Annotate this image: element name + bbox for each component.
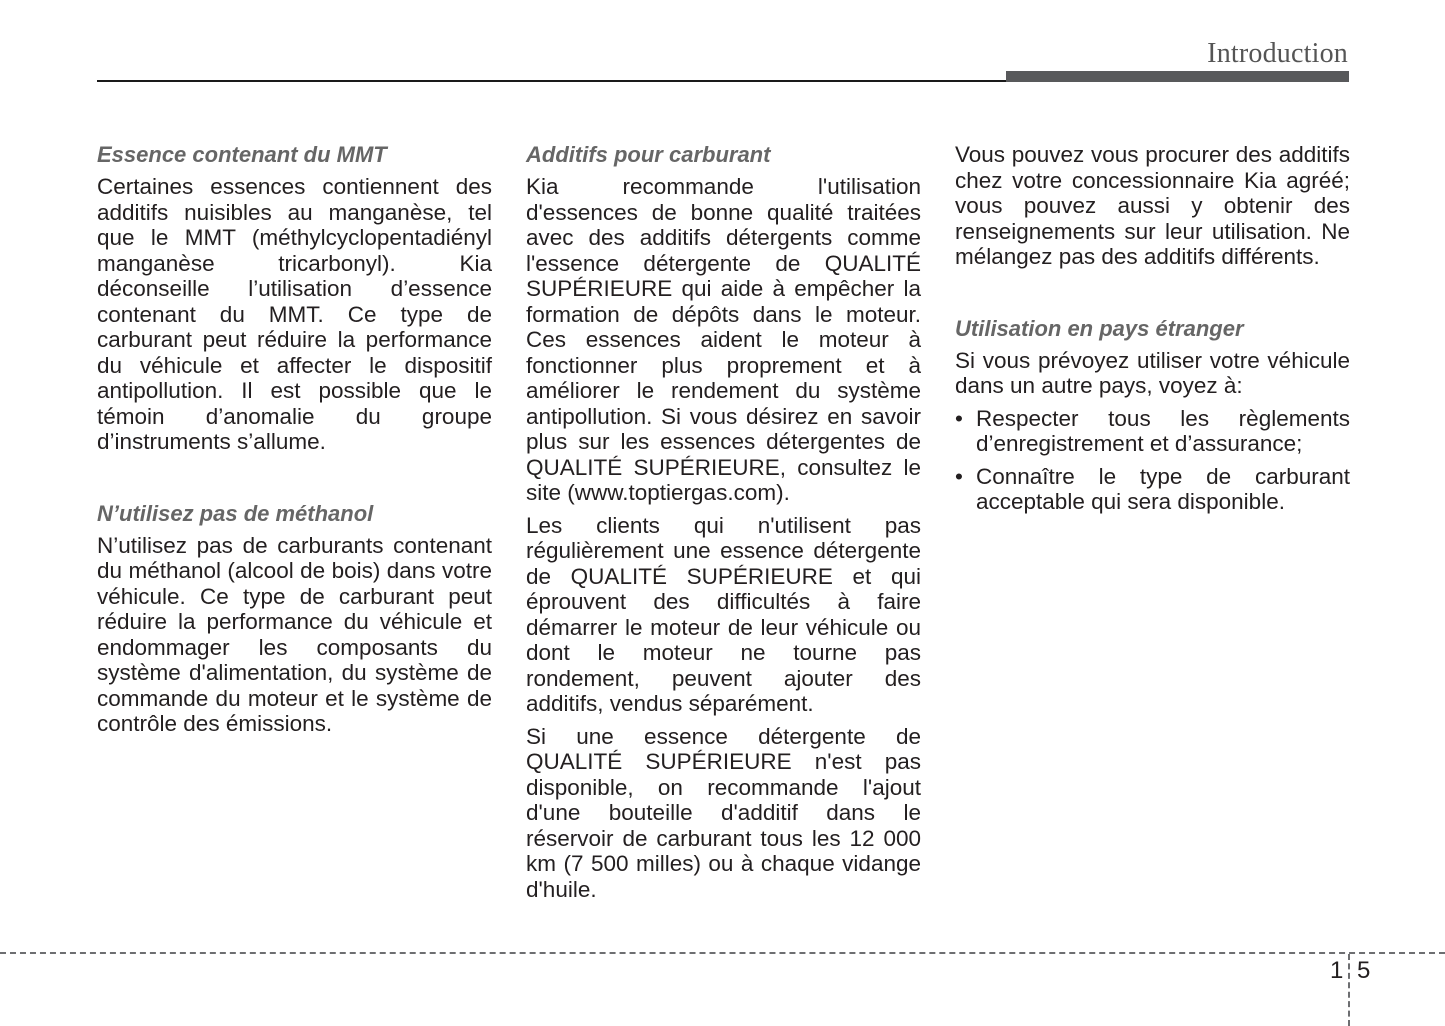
section-heading-mmt: Essence contenant du MMT: [97, 142, 387, 167]
foreign-use-list: [955, 406, 1350, 515]
header-rule: [97, 80, 1007, 82]
paragraph-additives-1: Kia recommande l'utilisation d'essences de bonne qualité traitées avec des additifs détergents comme l'essence détergente de QUALITÉ SUPÉRIEURE qui aide à empêcher la formation de dépôts dans le moteur. Ces essences aident le moteur à fonctionner plus proprement et à améliorer le rendement du système antipollution. Si vous désirez en savoir plus sur les essences détergentes de QUALITÉ SUPÉRIEURE, consultez le site (www.toptiergas.com).: [526, 174, 921, 505]
section-heading-additives: Additifs pour carburant: [526, 142, 771, 167]
paragraph-mmt: Certaines essences contiennent des additifs nuisibles au manganèse, tel que le MMT (méthylcyclopentadiényl manganèse tricarbonyl). Kia déconseille l’utilisation d’essence contenant du MMT. Ce type de carburant peut réduire la performance du véhicule et affecter le dispositif antipollution. Il est possible que le témoin d’anomalie du groupe d’instruments s’allume.: [97, 174, 492, 454]
list-item-text: Connaître le type de carburant acceptable qui sera disponible.: [976, 463, 1350, 514]
list-item-text: Respecter tous les règlements d’enregistrement et d’assurance;: [976, 405, 1350, 456]
paragraph-additives-2: Les clients qui n'utilisent pas régulièrement une essence détergente de QUALITÉ SUPÉRIEURE et qui éprouvent des difficultés à faire démarrer le moteur de leur véhicule ou dont le moteur ne tourne pas rondement, peuvent ajouter des additifs, vendus séparément.: [526, 512, 921, 716]
footer-dashed-divider: [1348, 954, 1350, 1026]
footer-dashed-rule: [0, 952, 1445, 954]
page-header-title: Introduction: [1207, 38, 1348, 69]
chapter-number: 1: [1330, 957, 1344, 984]
column-1: [97, 142, 492, 744]
column-2: [526, 142, 921, 909]
bullet-icon: •: [955, 405, 963, 431]
paragraph-additives-dealer: Vous pouvez vous procurer des additifs chez votre concessionnaire Kia agréé; vous pouvez aussi y obtenir des renseignements sur leur utilisation. Ne mélangez pas des additifs différents.: [955, 142, 1350, 269]
paragraph-additives-3: Si une essence détergente de QUALITÉ SUPÉRIEURE n'est pas disponible, on recommande l'ajout d'une bouteille d'additif dans le réservoir de carburant tous les 12 000 km (7 500 milles) ou à chaque vidange d'huile.: [526, 723, 921, 902]
paragraph-methanol: N’utilisez pas de carburants contenant du méthanol (alcool de bois) dans votre véhicule. Ce type de carburant peut réduire la performance du véhicule et endommager les composants du système d'alimentation, du système de commande du moteur et le système de contrôle des émissions.: [97, 532, 492, 736]
list-item: [955, 406, 1350, 457]
page-number: 5: [1357, 957, 1371, 984]
bullet-icon: •: [955, 463, 963, 489]
section-heading-foreign-use: Utilisation en pays étranger: [955, 315, 1244, 341]
list-item: [955, 464, 1350, 515]
section-heading-methanol: N’utilisez pas de méthanol: [97, 500, 374, 526]
paragraph-foreign-use: Si vous prévoyez utiliser votre véhicule dans un autre pays, voyez à:: [955, 347, 1350, 398]
header-accent-bar: [1006, 71, 1349, 82]
column-3: [955, 142, 1350, 522]
